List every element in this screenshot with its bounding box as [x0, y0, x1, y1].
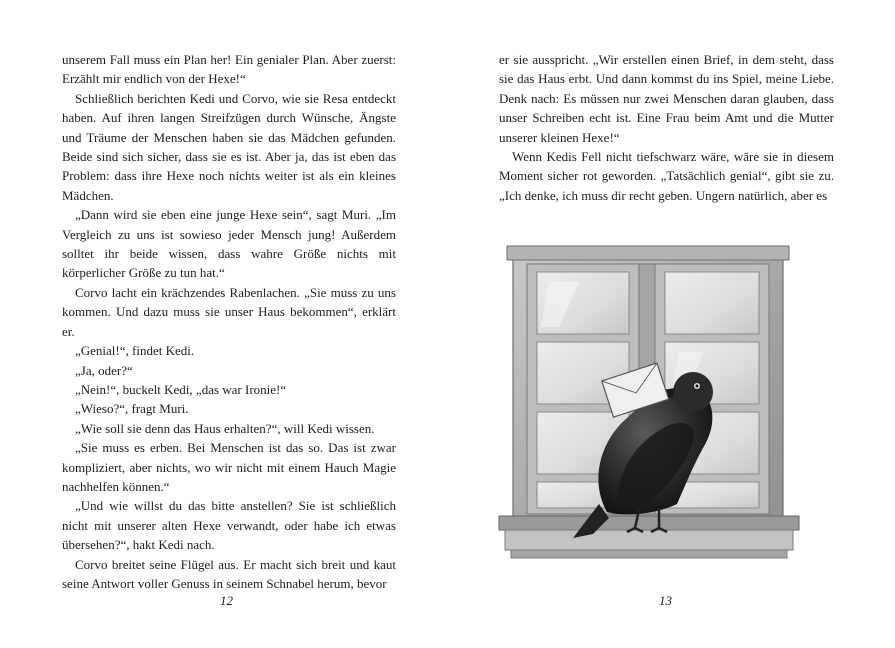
- paragraph: unserem Fall muss ein Plan her! Ein genialer Plan. Aber zuerst: Erzählt mir endlich von der Hexe!“: [62, 52, 396, 87]
- paragraph: „Und wie willst du das bitte anstellen? Sie ist schließlich nicht mit unserer alten Hexe verwandt, oder habe ich etwas übersehen?“, hakt Kedi nach.: [62, 498, 396, 553]
- left-page-text: [62, 50, 396, 593]
- paragraph: „Genial!“, findet Kedi.: [75, 343, 195, 359]
- paragraph: „Nein!“, buckelt Kedi, „das war Ironie!“: [75, 381, 287, 397]
- page-number-right: 13: [659, 593, 672, 608]
- paragraph: „Ja, oder?“: [75, 362, 133, 378]
- paragraph: Corvo breitet seine Flügel aus. Er macht sich breit und kaut seine Antwort voller Genuss in seinem Schnabel herum, bevor: [62, 556, 396, 591]
- paragraph: Schließlich berichten Kedi und Corvo, wie sie Resa entdeckt haben. Auf ihren langen Streifzügen durch Wünsche, Ängste und Träume der Menschen haben sie das Mädchen gefunden. Beide sind sich sicher, dass sie es ist. Aber ja, das ist eben das Problem: dass ihre Hexe noch nichts weiter ist als ein kleines Mädchen.: [62, 90, 396, 203]
- paragraph: Wenn Kedis Fell nicht tiefschwarz wäre, wäre sie in diesem Moment sicher rot geworden. „Tatsächlich genial“, gibt sie zu. „Ich denke, ich muss dir recht geben. Ungern natürlich, aber es: [499, 149, 834, 203]
- paragraph: „Wie soll sie denn das Haus erhalten?“, will Kedi wissen.: [75, 420, 375, 436]
- raven-with-letter-at-window-illustration: [489, 242, 849, 572]
- right-page-text: [499, 50, 834, 205]
- paragraph: er sie ausspricht. „Wir erstellen einen Brief, in dem steht, dass sie das Haus erbt. Und dann kommst du ins Spiel, meine Liebe. Denk nach: Es müssen nur zwei Menschen daran glauben, dass unser Schreiben echt ist. Eine Frau beim Amt und die Mutter unserer kleinen Hexe!“: [499, 52, 834, 145]
- page-number-left: 12: [220, 593, 233, 608]
- right-page: [448, 0, 895, 648]
- left-page: [0, 0, 447, 648]
- paragraph: „Dann wird sie eben eine junge Hexe sein“, sagt Muri. „Im Vergleich zu uns ist sowieso jeder Mensch jung! Außerdem solltet ihr beide wissen, dass wahre Größe nichts mit körperlicher Größe zu tun hat.“: [62, 207, 396, 281]
- paragraph: „Sie muss es erben. Bei Menschen ist das so. Das ist zwar kompliziert, aber nichts, wo wir nicht mit einem Hauch Magie nachhelfen können.“: [62, 440, 396, 494]
- paragraph: Corvo lacht ein krächzendes Rabenlachen. „Sie muss zu uns kommen. Und dazu muss sie unser Haus bekommen“, erklärt er.: [62, 284, 396, 339]
- paragraph: „Wieso?“, fragt Muri.: [75, 401, 189, 417]
